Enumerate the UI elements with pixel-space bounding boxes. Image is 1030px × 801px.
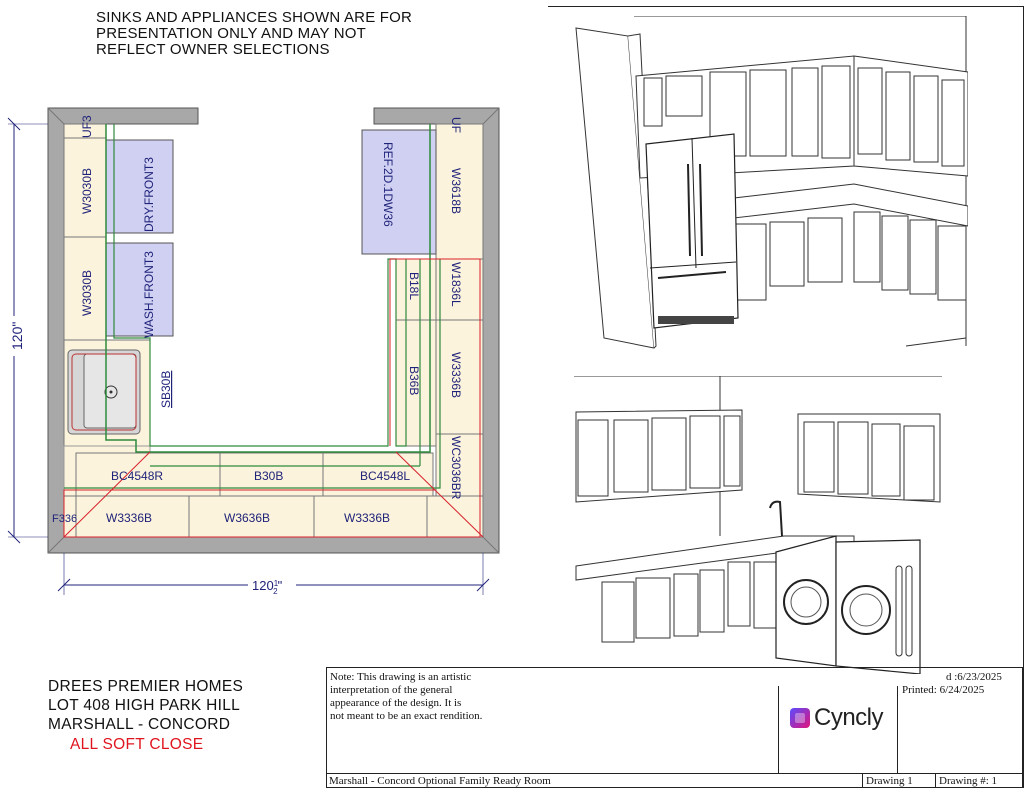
label-w1836l: W1836L <box>449 262 463 307</box>
cyncly-logo <box>790 704 883 732</box>
label-b30b: B30B <box>254 469 284 483</box>
label-w3618b: W3618B <box>449 168 463 215</box>
notice-line-1: SINKS AND APPLIANCES SHOWN ARE FOR <box>96 9 413 26</box>
label-dryer: DRY.FRONT3 <box>142 157 156 232</box>
label-uf3: UF3 <box>80 115 94 138</box>
label-w3636b: W3636B <box>224 511 271 525</box>
label-uf-right: UF <box>449 117 463 133</box>
plan-name: MARSHALL - CONCORD <box>48 716 231 733</box>
label-w3336b-right: W3336B <box>449 352 463 399</box>
cyncly-logo-icon <box>790 708 810 728</box>
drawing-label: Drawing 1 <box>866 775 913 787</box>
label-w3336b-bottom-left: W3336B <box>106 511 153 525</box>
label-w3030b-bottom: W3030B <box>80 269 94 316</box>
cyncly-logo-text: Cyncly <box>814 704 884 731</box>
label-sink-base: SB30B <box>159 370 173 408</box>
builder-name: DREES PREMIER HOMES <box>48 678 244 695</box>
label-b36b: B36B <box>407 366 421 396</box>
label-w3030b-top: W3030B <box>80 167 94 214</box>
label-bc4548r: BC4548R <box>111 469 164 483</box>
label-f336: F336 <box>52 513 78 525</box>
notice-line-3: REFLECT OWNER SELECTIONS <box>96 41 330 58</box>
label-washer: WASH.FRONT3 <box>142 251 156 338</box>
drawing-number: Drawing #: 1 <box>939 775 998 787</box>
label-w3336b-bottom-right: W3336B <box>344 511 391 525</box>
label-b18l: B18L <box>407 272 421 301</box>
label-wc3036br: WC3036BR <box>449 436 463 500</box>
project-title: Marshall - Concord Optional Family Ready Room <box>329 775 551 787</box>
width-dimension-label: $120^1$ 2" <box>252 578 283 596</box>
label-bc4548l: BC4548L <box>360 469 411 483</box>
printed-date: Printed: 6/24/2025 <box>902 684 985 696</box>
disclaimer-note: Note: This drawing is an artistic interpretation of the general appearance of the design. It is not meant to be an exact rendition. <box>330 671 483 722</box>
notice-line-2: PRESENTATION ONLY AND MAY NOT <box>96 25 367 42</box>
lot-address: LOT 408 HIGH PARK HILL <box>48 697 241 714</box>
label-refrigerator: REF.2D.1DW36 <box>381 142 395 227</box>
height-dimension-label: 120" <box>9 321 25 350</box>
soft-close-note: ALL SOFT CLOSE <box>70 736 204 753</box>
designed-date: d :6/23/2025 <box>946 671 1002 683</box>
